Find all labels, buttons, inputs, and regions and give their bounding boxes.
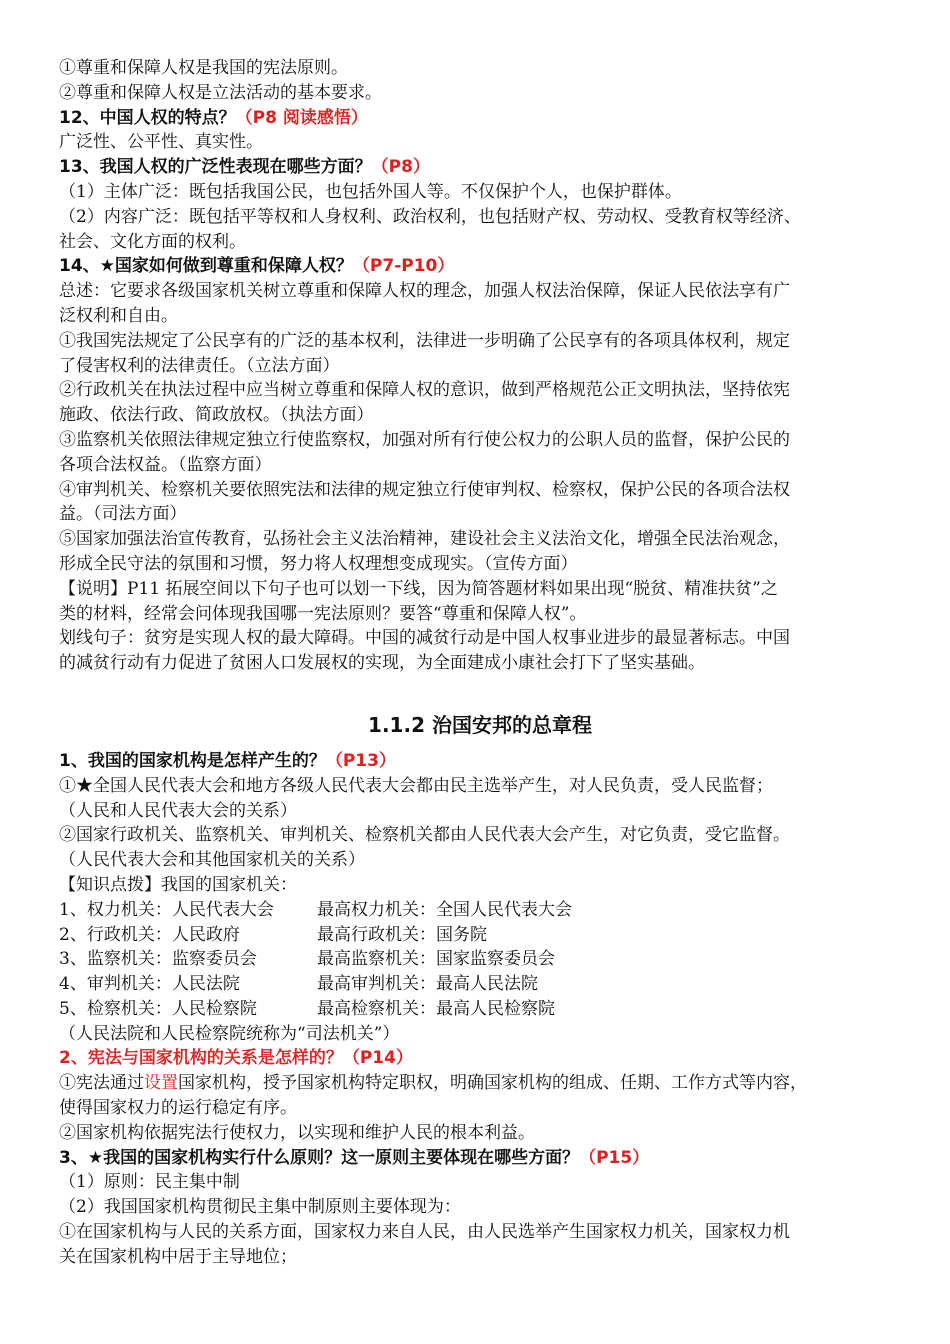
highest-organ: 最高检察机关：最高人民检察院: [317, 998, 555, 1019]
answer-line: 社会、文化方面的权利。: [59, 231, 246, 252]
answer-line: ②行政机关在执法过程中应当树立尊重和保障人权的意识，做到严格规范公正文明执法，坚持依宪: [59, 380, 790, 401]
organ-row: [59, 997, 901, 1022]
organ-name: 1、权力机关：人民代表大会: [59, 899, 274, 920]
question-text: 13、我国人权的广泛性表现在哪些方面？: [59, 157, 372, 178]
answer-line: 施政、依法行政、简政放权。（执法方面）: [59, 405, 374, 426]
answer-line: 类的材料，经常会问体现我国哪一宪法原则？要答“尊重和保障人权”。: [59, 603, 587, 624]
organ-row: [59, 947, 901, 972]
organ-row: [59, 972, 901, 997]
answer-line: 广泛性、公平性、真实性。: [59, 132, 263, 153]
organ-row: [59, 923, 901, 948]
document-body: [59, 56, 901, 1270]
answer-line: 【知识点拨】我国的国家机关：: [59, 874, 297, 895]
answer-line: （1）主体广泛：既包括我国公民，也包括外国人等。不仅保护个人，也保护群体。: [59, 181, 682, 202]
answer-line: ①★全国人民代表大会和地方各级人民代表大会都由民主选举产生，对人民负责，受人民监督；: [59, 775, 773, 796]
answer-line: 【说明】P11 拓展空间以下句子也可以划一下线，因为简答题材料如果出现“脱贫、精准扶贫”之: [59, 578, 778, 599]
organ-row: [59, 898, 901, 923]
answer-line: ⑤国家加强法治宣传教育，弘扬社会主义法治精神，建设社会主义法治文化，增强全民法治观念，: [59, 529, 790, 550]
highest-organ: 最高监察机关：国家监察委员会: [317, 949, 555, 970]
question-3: [59, 1146, 901, 1171]
page-reference: （P8 阅读感悟）: [235, 107, 368, 128]
answer-line: ①在国家机构与人民的关系方面，国家权力来自人民，由人民选举产生国家权力机关，国家权力机: [59, 1222, 790, 1243]
question-text: 12、中国人权的特点？: [59, 107, 236, 128]
page-reference: （P14）: [342, 1048, 413, 1069]
answer-line: （人民和人民代表大会的关系）: [59, 800, 297, 821]
answer-line: 益。（司法方面）: [59, 504, 187, 525]
answer-line: （2）我国国家机构贯彻民主集中制原则主要体现为：: [59, 1197, 461, 1218]
answer-line: 划线句子：贫穷是实现人权的最大障碍。中国的减贫行动是中国人权事业进步的最显著标志。中国: [59, 628, 790, 649]
page-reference: （P7-P10）: [352, 256, 455, 277]
question-14: [59, 254, 901, 279]
answer-text: 国家机构，授予国家机构特定职权，明确国家机构的组成、任期、工作方式等内容，: [178, 1073, 807, 1094]
answer-line: （人民法院和人民检察院统称为“司法机关”）: [59, 1023, 400, 1044]
answer-line: ④审判机关、检察机关要依照宪法和法律的规定独立行使审判权、检察权，保护公民的各项合法权: [59, 479, 790, 500]
page-reference: （P8）: [371, 157, 430, 178]
answer-line: （人民代表大会和其他国家机关的关系）: [59, 850, 365, 871]
organ-name: 3、监察机关：监察委员会: [59, 949, 257, 970]
answer-line: ②国家机构依据宪法行使权力，以实现和维护人民的根本利益。: [59, 1122, 535, 1143]
question-12: [59, 106, 901, 131]
answer-line: 泛权利和自由。: [59, 305, 178, 326]
organ-name: 4、审判机关：人民法院: [59, 974, 240, 995]
page-reference: （P15）: [579, 1147, 650, 1168]
highest-organ: 最高权力机关：全国人民代表大会: [317, 899, 572, 920]
answer-line: ①我国宪法规定了公民享有的广泛的基本权利，法律进一步明确了公民享有的各项具体权利，规定: [59, 330, 790, 351]
question-text: 1、我国的国家机构是怎样产生的？: [59, 750, 326, 771]
question-1: [59, 749, 901, 774]
question-13: [59, 155, 901, 180]
answer-line: ②国家行政机关、监察机关、审判机关、检察机关都由人民代表大会产生，对它负责，受它监督。: [59, 825, 790, 846]
answer-text: ①宪法通过: [59, 1073, 144, 1094]
text-line: ②尊重和保障人权是立法活动的基本要求。: [59, 82, 382, 103]
organ-name: 5、检察机关：人民检察院: [59, 998, 257, 1019]
answer-line: （1）原则：民主集中制: [59, 1172, 240, 1193]
highlight-text: 设置: [144, 1073, 178, 1094]
question-text: 3、★我国的国家机构实行什么原则？这一原则主要体现在哪些方面？: [59, 1147, 580, 1168]
answer-line: （2）内容广泛：既包括平等权和人身权利、政治权利，也包括财产权、劳动权、受教育权等经济、: [59, 206, 801, 227]
answer-line: 了侵害权利的法律责任。（立法方面）: [59, 355, 340, 376]
answer-line: 总述：它要求各级国家机关树立尊重和保障人权的理念，加强人权法治保障，保证人民依法享有广: [59, 281, 790, 302]
answer-line: 各项合法权益。（监察方面）: [59, 454, 272, 475]
text-line: ①尊重和保障人权是我国的宪法原则。: [59, 58, 348, 78]
answer-line: 形成全民守法的氛围和习惯，努力将人权理想变成现实。（宣传方面）: [59, 553, 578, 574]
page-reference: （P13）: [325, 750, 396, 771]
highest-organ: 最高审判机关：最高人民法院: [317, 974, 538, 995]
answer-line: 关在国家机构中居于主导地位；: [59, 1246, 297, 1267]
section-title: 1.1.2 治国安邦的总章程: [368, 712, 592, 737]
answer-line: ③监察机关依照法律规定独立行使监察权，加强对所有行使公权力的公职人员的监督，保护公民的: [59, 429, 790, 450]
question-text: 14、★国家如何做到尊重和保障人权？: [59, 256, 353, 277]
organ-name: 2、行政机关：人民政府: [59, 924, 240, 945]
answer-line: 的减贫行动有力促进了贫困人口发展权的实现，为全面建成小康社会打下了坚实基础。: [59, 653, 705, 674]
answer-line: 使得国家权力的运行稳定有序。: [59, 1098, 297, 1119]
highest-organ: 最高行政机关：国务院: [317, 924, 487, 945]
answer-line: [59, 1071, 901, 1096]
question-text: 2、宪法与国家机构的关系是怎样的？: [59, 1048, 343, 1069]
question-2: [59, 1046, 901, 1071]
